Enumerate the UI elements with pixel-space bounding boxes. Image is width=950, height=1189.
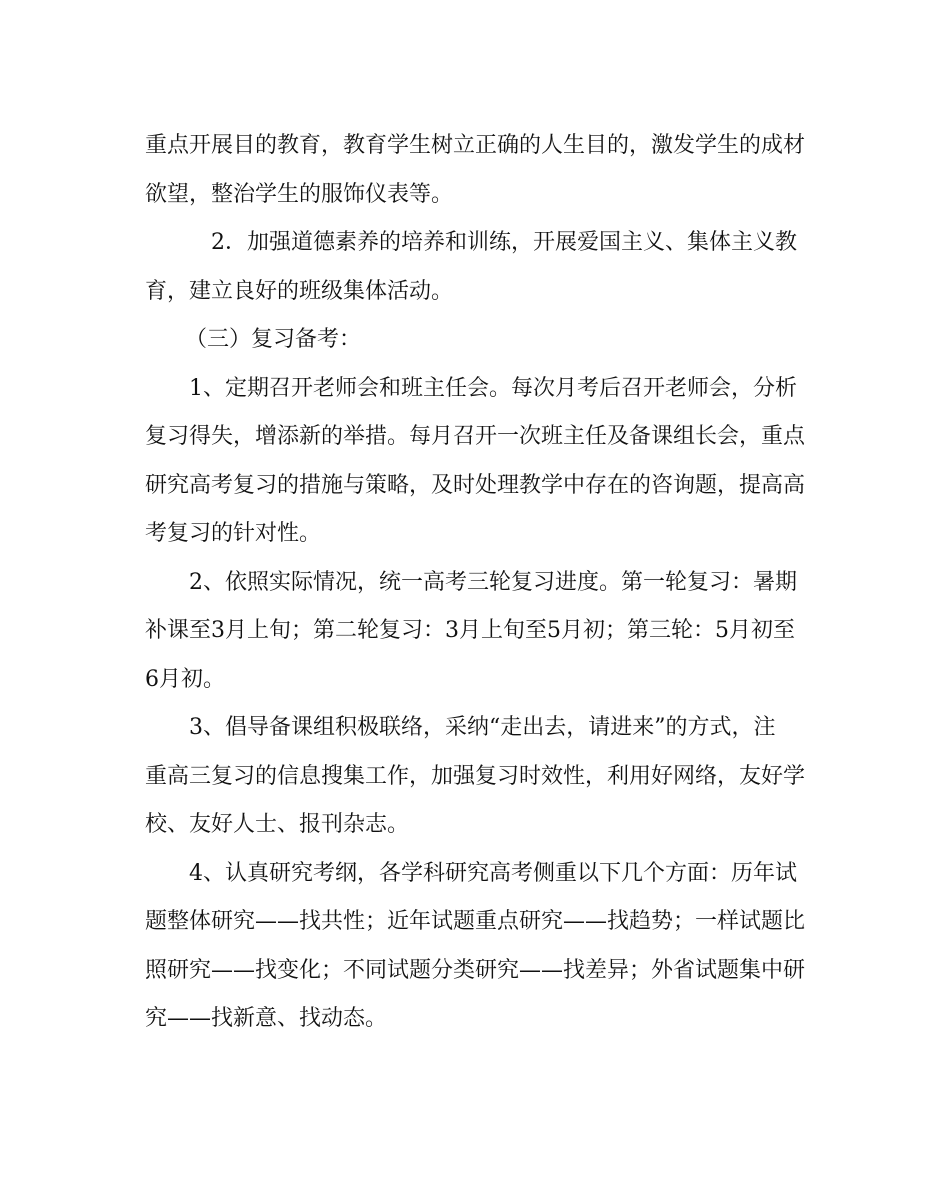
text-line: 育，建立良好的班级集体活动。 [145,278,454,304]
text-line: 3、倡导备课组积极联络，采纳“走出去，请进来”的方式，注 [189,715,776,740]
text-line: 照研究——找变化；不同试题分类研究——找差异；外省试题集中研 [145,957,806,983]
text-line: 欲望，整治学生的服饰仪表等。 [145,181,454,207]
text-line: 2、依照实际情况，统一高考三轮复习进度。第一轮复习：暑期 [189,569,797,595]
text-line: 1、定期召开老师会和班主任会。每次月考后召开老师会，分析 [189,375,797,401]
text-line: 6月初。 [145,666,225,692]
text-line: 重高三复习的信息搜集工作，加强复习时效性，利用好网络，友好学 [145,763,806,789]
text-line: 题整体研究——找共性；近年试题重点研究——找趋势；一样试题比 [145,909,806,934]
document-body [145,122,810,1044]
section-heading: （三）复习备考： [185,327,362,352]
text-line: 4、认真研究考纲，各学科研究高考侧重以下几个方面：历年试 [189,860,797,886]
text-line: 复习得失，增添新的举措。每月召开一次班主任及备课组长会，重点 [145,424,806,449]
text-line: 研究高考复习的措施与策略，及时处理教学中存在的咨询题，提高高 [145,472,806,498]
text-line: 补课至3月上旬；第二轮复习：3月上旬至5月初；第三轮：5月初至 [145,618,795,643]
text-line: 校、友好人士、报刊杂志。 [145,812,410,837]
text-line: 2．加强道德素养的培养和训练，开展爱国主义、集体主义教 [211,230,797,255]
text-line: 考复习的针对性。 [145,521,322,546]
text-line: 究——找新意、找动态。 [145,1006,388,1031]
text-line: 重点开展目的教育，教育学生树立正确的人生目的，激发学生的成材 [145,133,806,158]
